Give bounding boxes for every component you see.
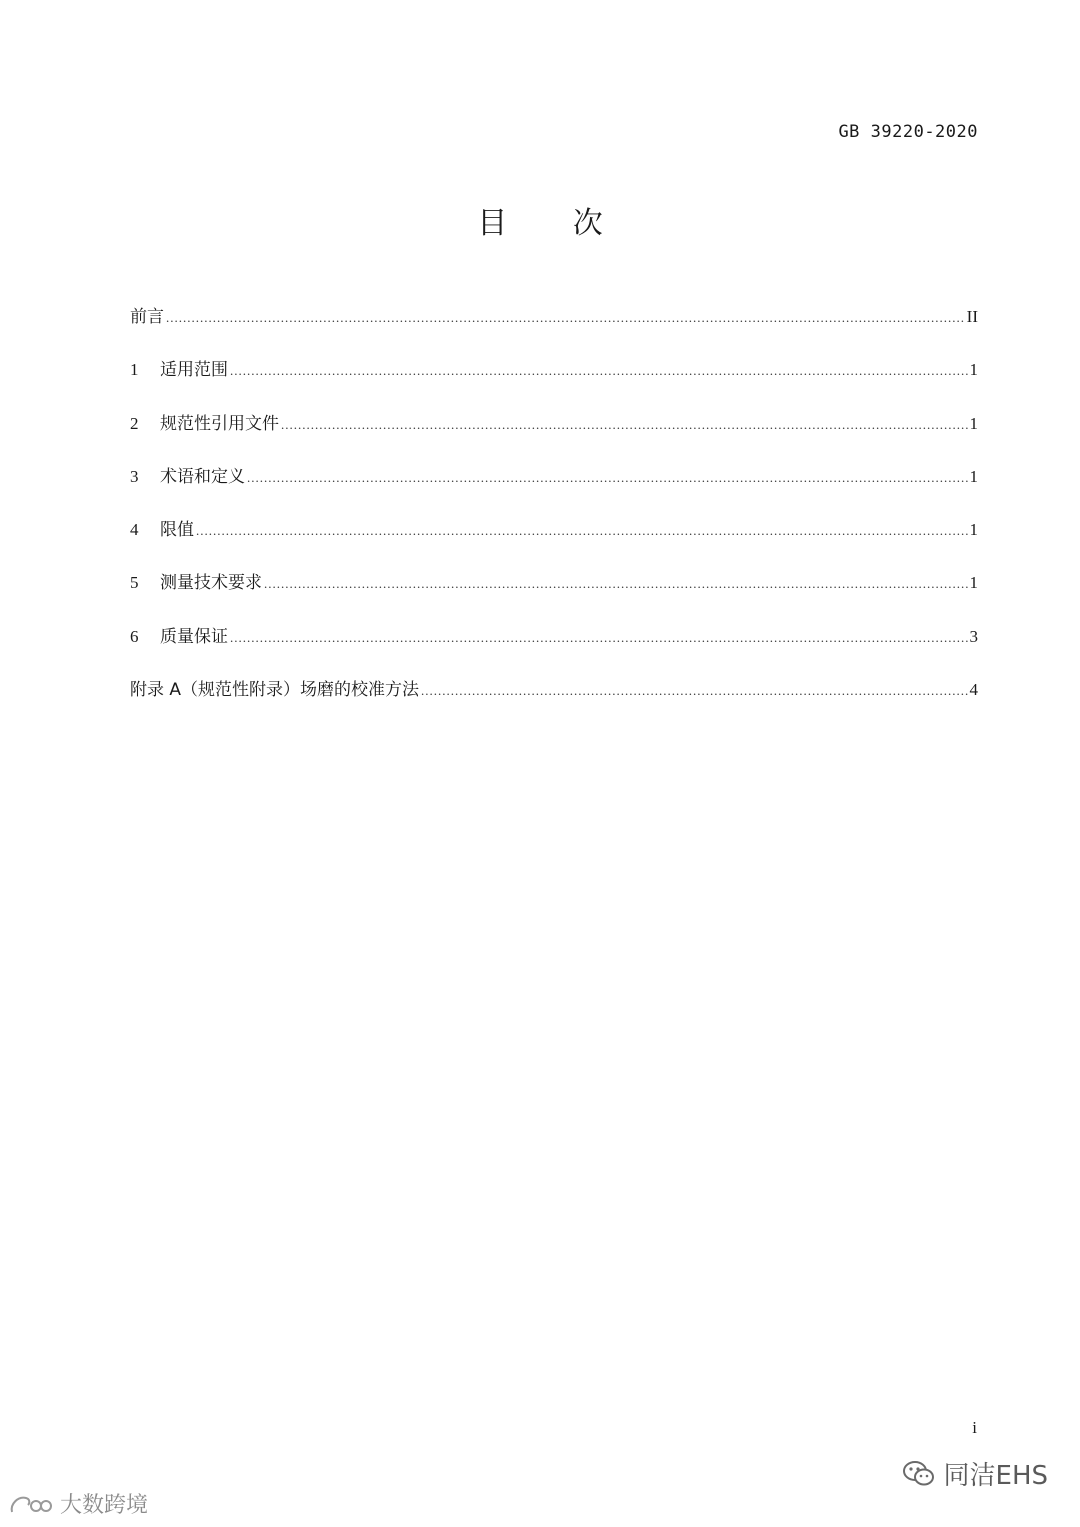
- toc-entry-number: 6: [130, 626, 139, 646]
- watermark-left: [8, 1488, 148, 1519]
- toc-leader-dots: [264, 576, 968, 592]
- toc-entry-3[interactable]: [130, 462, 978, 515]
- toc-entry-number: 4: [130, 520, 139, 540]
- toc-leader-dots: [230, 630, 968, 646]
- toc-leader-dots: [230, 363, 968, 379]
- toc-entry-page: 3: [969, 626, 978, 646]
- toc-entry-label: 测量技术要求: [160, 573, 262, 594]
- toc-entry-label: 术语和定义: [160, 466, 245, 487]
- toc-entry-number: 3: [130, 466, 139, 486]
- table-of-contents: [130, 302, 978, 728]
- toc-entry-page: 1: [969, 413, 978, 433]
- toc-entry-page: 1: [969, 466, 978, 486]
- toc-leader-dots: [281, 417, 968, 433]
- toc-entry-label: 规范性引用文件: [160, 413, 279, 434]
- standard-code: GB 39220-2020: [838, 122, 978, 142]
- toc-leader-dots: [166, 310, 965, 326]
- toc-entry-page: 1: [969, 360, 978, 380]
- toc-entry-label: 附录 A（规范性附录）场磨的校准方法: [130, 680, 420, 701]
- toc-entry-page: 1: [969, 520, 978, 540]
- toc-entry-6[interactable]: [130, 622, 978, 675]
- toc-leader-dots: [421, 683, 967, 699]
- toc-entry-number: 1: [130, 360, 139, 380]
- toc-entry-5[interactable]: [130, 568, 978, 621]
- watermark-right-text: 同洁EHS: [943, 1461, 1048, 1491]
- toc-entry-appendix-a[interactable]: [130, 675, 978, 728]
- toc-entry-4[interactable]: [130, 515, 978, 568]
- weibo-icon: [8, 1490, 54, 1518]
- toc-leader-dots: [247, 470, 968, 486]
- toc-entry-label: 限值: [160, 520, 194, 541]
- watermark-left-text: 大数跨境: [60, 1493, 149, 1518]
- toc-entry-page: 4: [969, 680, 978, 700]
- toc-leader-dots: [196, 523, 968, 539]
- page-number: i: [972, 1418, 977, 1437]
- watermark-right: [902, 1455, 1048, 1492]
- wechat-icon: [902, 1459, 936, 1489]
- toc-entry-label: 适用范围: [160, 360, 228, 381]
- toc-title: 目 次: [477, 206, 631, 241]
- toc-entry-preface[interactable]: [130, 302, 978, 355]
- toc-entry-1[interactable]: [130, 355, 978, 408]
- toc-entry-number: 5: [130, 573, 139, 593]
- toc-entry-2[interactable]: [130, 409, 978, 462]
- toc-entry-label: 前言: [130, 307, 164, 327]
- toc-entry-label: 质量保证: [160, 626, 228, 647]
- toc-entry-page: II: [966, 307, 978, 326]
- toc-entry-page: 1: [969, 573, 978, 593]
- toc-entry-number: 2: [130, 413, 139, 433]
